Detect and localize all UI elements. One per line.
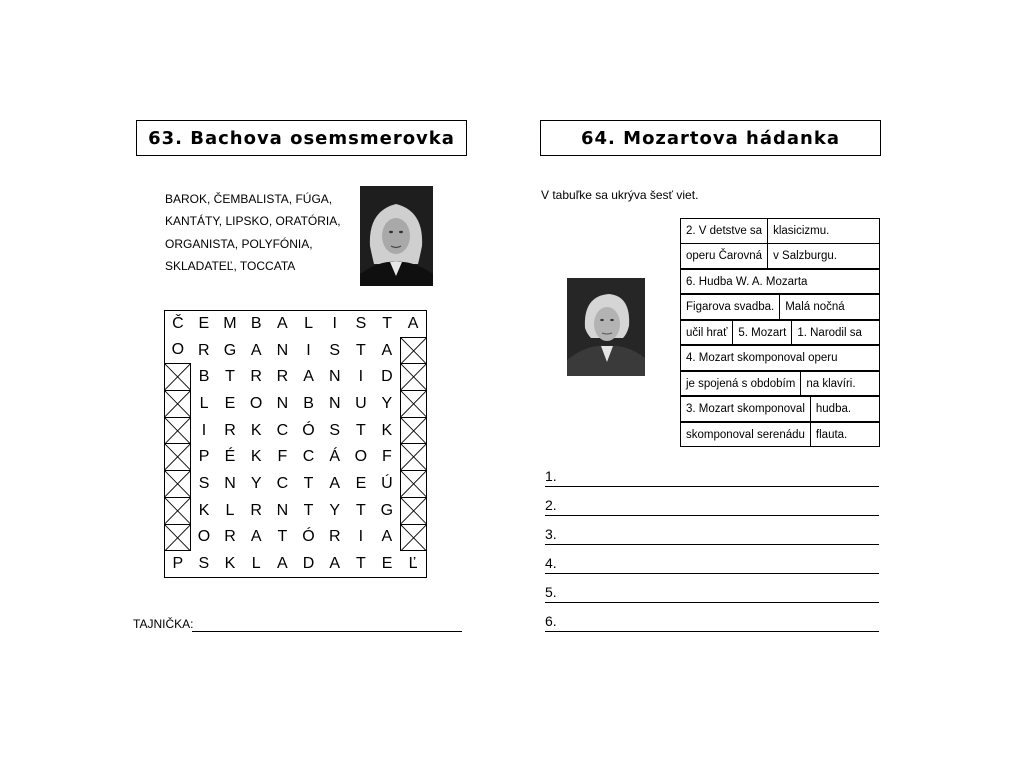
word-list-line: SKLADATEĽ, TOCCATA <box>165 258 296 273</box>
grid-letter: T <box>348 551 374 578</box>
grid-letter: E <box>191 311 217 338</box>
grid-letter: Ó <box>302 421 315 439</box>
grid-row <box>165 391 427 418</box>
answer-number: 6. <box>545 613 557 629</box>
grid-letter: K <box>217 551 243 578</box>
grid-letter: I <box>322 311 348 338</box>
grid-letter: C <box>276 474 289 492</box>
grid-letter: Y <box>329 501 341 519</box>
grid-letter: R <box>198 341 210 359</box>
grid-letter: T <box>303 501 314 519</box>
word-list-line: BAROK, ČEMBALISTA, FÚGA, <box>165 192 333 206</box>
grid-row <box>165 551 427 578</box>
grid-letter: T <box>356 341 366 359</box>
blocked-cell <box>400 471 426 498</box>
grid-letter: A <box>381 528 393 546</box>
grid-letter: Y <box>381 394 393 412</box>
grid-letter: Ó <box>302 528 315 546</box>
answer-underline <box>545 573 879 574</box>
grid-row <box>165 337 427 364</box>
grid-letter: D <box>381 368 393 386</box>
grid-letter: P <box>165 551 191 578</box>
grid-letter: U <box>355 394 367 412</box>
exercise-64-title <box>540 120 881 156</box>
grid-letter: L <box>243 551 269 578</box>
blocked-cell <box>400 524 426 551</box>
grid-letter: Ľ <box>400 551 426 578</box>
blocked-cell <box>400 497 426 524</box>
grid-letter: Á <box>329 448 341 466</box>
grid-letter: K <box>250 448 262 466</box>
grid-row <box>165 417 427 444</box>
grid-letter: A <box>303 368 314 386</box>
word-list-line: ORGANISTA, POLYFÓNIA, <box>165 236 313 251</box>
grid-letter: K <box>250 421 262 439</box>
grid-row <box>165 444 427 471</box>
sentence-fragments-table <box>680 218 880 448</box>
grid-letter: R <box>250 501 262 519</box>
fragment-cell: 1. Narodil sa <box>791 320 880 346</box>
tajnicka-label: TAJNIČKA: <box>133 617 194 631</box>
grid-letter: T <box>225 368 235 386</box>
grid-letter: I <box>358 368 364 386</box>
exercise-63-title <box>136 120 467 156</box>
blocked-cell <box>400 364 426 391</box>
grid-letter: A <box>250 341 262 359</box>
grid-letter: F <box>277 448 288 466</box>
blocked-cell <box>165 417 191 444</box>
blocked-cell <box>165 364 191 391</box>
grid-letter: G <box>223 341 237 359</box>
fragment-row <box>680 397 880 423</box>
grid-letter: R <box>276 368 289 386</box>
answer-underline <box>545 515 879 516</box>
grid-row <box>165 471 427 498</box>
blocked-cell <box>400 337 426 364</box>
grid-letter: O <box>165 337 191 364</box>
exercise-64-title-text: 64. Mozartova hádanka <box>581 127 840 149</box>
word-list-line: KANTÁTY, LIPSKO, ORATÓRIA, <box>165 214 341 229</box>
fragment-cell: Malá nočná <box>779 294 880 320</box>
grid-letter: R <box>224 528 236 546</box>
answer-number: 5. <box>545 584 557 600</box>
answer-underline <box>545 631 879 632</box>
grid-letter: A <box>269 551 295 578</box>
grid-letter: O <box>354 448 368 466</box>
grid-letter: A <box>322 551 348 578</box>
fragment-cell: 3. Mozart skomponoval <box>680 396 811 422</box>
grid-letter: Y <box>250 474 262 492</box>
grid-letter: A <box>250 528 262 546</box>
answer-underline <box>545 602 879 603</box>
grid-letter: A <box>381 341 393 359</box>
grid-letter: F <box>381 448 392 466</box>
grid-letter: O <box>249 394 263 412</box>
grid-letter: S <box>198 474 210 492</box>
fragment-cell: Figarova svadba. <box>680 294 780 320</box>
grid-letter: A <box>269 311 295 338</box>
tajnicka-answer-line[interactable] <box>192 631 462 632</box>
answer-number: 3. <box>545 526 557 542</box>
blocked-cell <box>165 524 191 551</box>
grid-letter: R <box>250 368 262 386</box>
grid-letter: C <box>302 448 315 466</box>
fragment-row <box>680 422 880 448</box>
grid-letter: R <box>224 421 236 439</box>
grid-letter: T <box>356 501 366 519</box>
grid-letter: I <box>201 421 207 439</box>
grid-letter: R <box>328 528 341 546</box>
grid-letter: N <box>224 474 236 492</box>
grid-letter: B <box>303 394 314 412</box>
grid-letter: G <box>380 501 394 519</box>
word-list <box>165 188 341 277</box>
grid-letter: M <box>217 311 243 338</box>
grid-letter: L <box>295 311 321 338</box>
blocked-cell <box>400 417 426 444</box>
instructions-text: V tabuľke sa ukrýva šesť viet. <box>541 188 699 202</box>
answer-number: 1. <box>545 468 557 484</box>
grid-letter: N <box>276 394 289 412</box>
blocked-cell <box>165 497 191 524</box>
grid-letter: E <box>374 551 400 578</box>
blocked-cell <box>165 391 191 418</box>
blocked-cell <box>165 444 191 471</box>
exercise-63-title-text: 63. Bachova osemsmerovka <box>148 127 455 149</box>
grid-letter: I <box>358 528 364 546</box>
fragment-cell: je spojená s obdobím <box>680 371 801 397</box>
grid-letter: S <box>329 341 341 359</box>
grid-letter: Ú <box>381 474 393 492</box>
grid-letter: N <box>328 394 341 412</box>
answer-underline <box>545 486 879 487</box>
grid-row <box>165 524 427 551</box>
grid-letter: P <box>198 448 210 466</box>
fragment-row <box>680 295 880 321</box>
fragment-cell: operu Čarovná <box>680 243 768 269</box>
mozart-portrait <box>567 278 645 376</box>
grid-letter: I <box>306 341 311 359</box>
grid-row <box>165 497 427 524</box>
word-search-grid <box>164 310 427 578</box>
answer-number: 2. <box>545 497 557 513</box>
fragment-cell: 2. V detstve sa <box>680 218 768 244</box>
blocked-cell <box>400 444 426 471</box>
grid-letter: N <box>276 501 289 519</box>
fragment-row <box>680 269 880 295</box>
fragment-cell: klasicizmu. <box>767 218 880 244</box>
fragment-cell: v Salzburgu. <box>767 243 880 269</box>
fragment-cell: 4. Mozart skomponoval operu <box>680 345 880 371</box>
grid-letter: K <box>381 421 393 439</box>
grid-letter: S <box>329 421 341 439</box>
grid-letter: Č <box>165 311 191 338</box>
answer-underline <box>545 544 879 545</box>
grid-letter: É <box>224 448 236 466</box>
grid-letter: D <box>295 551 321 578</box>
grid-letter: C <box>276 421 289 439</box>
fragment-cell: skomponoval serenádu <box>680 422 811 448</box>
fragment-cell: flauta. <box>810 422 880 448</box>
grid-letter: K <box>198 501 210 519</box>
grid-letter: B <box>243 311 269 338</box>
fragment-cell: 5. Mozart <box>732 320 792 346</box>
fragment-cell: na klavíri. <box>800 371 880 397</box>
fragment-cell: hudba. <box>810 396 880 422</box>
fragment-row <box>680 320 880 346</box>
grid-letter: T <box>277 528 288 546</box>
grid-letter: N <box>276 341 289 359</box>
grid-letter: L <box>225 501 235 519</box>
blocked-cell <box>400 391 426 418</box>
grid-letter: T <box>374 311 400 338</box>
grid-letter: T <box>356 421 366 439</box>
grid-letter: E <box>224 394 236 412</box>
fragment-row <box>680 371 880 397</box>
grid-letter: T <box>303 474 314 492</box>
grid-letter: S <box>348 311 374 338</box>
grid-letter: L <box>199 394 209 412</box>
bach-portrait <box>360 186 433 286</box>
grid-letter: N <box>328 368 341 386</box>
grid-row <box>165 364 427 391</box>
grid-letter: A <box>400 311 426 338</box>
grid-letter: B <box>198 368 210 386</box>
fragment-row <box>680 218 880 244</box>
fragment-row <box>680 346 880 372</box>
fragment-row <box>680 244 880 270</box>
grid-letter: O <box>197 528 211 546</box>
grid-row <box>165 311 427 338</box>
blocked-cell <box>165 471 191 498</box>
grid-letter: E <box>355 474 367 492</box>
answer-number: 4. <box>545 555 557 571</box>
fragment-cell: učil hrať <box>680 320 733 346</box>
grid-letter: S <box>191 551 217 578</box>
grid-letter: A <box>329 474 341 492</box>
fragment-cell: 6. Hudba W. A. Mozarta <box>680 269 880 295</box>
